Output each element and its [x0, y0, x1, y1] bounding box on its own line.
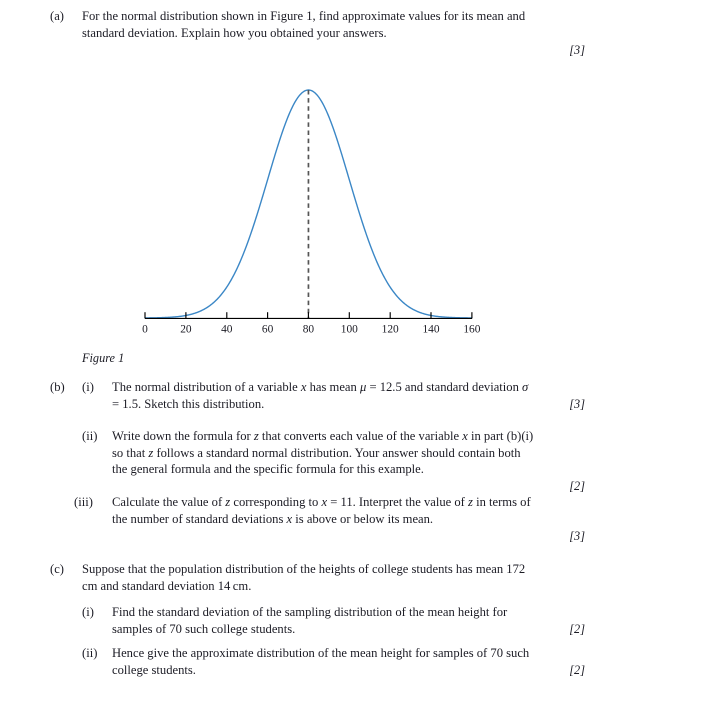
part-b-i-label: (i): [82, 380, 94, 394]
svg-text:120: 120: [381, 323, 399, 336]
question-part-b-ii: [82, 428, 535, 478]
part-a-text: For the normal distribution shown in Figure 1, find approximate values for its mean and standard deviation. Explain how you obtained your answers.: [82, 9, 526, 40]
part-b-iii-label: (iii): [74, 495, 93, 509]
part-c-ii-label: (ii): [82, 646, 98, 660]
part-b-ii-text: Write down the formula for z that converts each value of the variable x in part (b)(i) so that z follows a standard normal distribution. Your answer should contain both the general formula and the specific formula for this example.: [112, 429, 534, 477]
part-c-label: (c): [50, 562, 64, 576]
part-c-ii-text: Hence give the approximate distribution of the mean height for samples of 70 such college students.: [112, 646, 530, 677]
question-part-a: [50, 8, 535, 41]
part-b-iii-text: Calculate the value of z corresponding to x = 11. Interpret the value of z in terms of the number of standard deviations x is above or below its mean.: [112, 495, 531, 526]
part-c-ii-marks: [2]: [569, 663, 585, 677]
part-b-i-marks: [3]: [569, 397, 585, 411]
part-a-label: (a): [50, 9, 64, 23]
question-part-b-iii: [74, 494, 535, 527]
part-b-label: (b): [50, 380, 65, 394]
question-part-c-ii: [82, 645, 535, 678]
figure-caption: Figure 1: [82, 351, 125, 365]
svg-text:60: 60: [261, 323, 274, 336]
normal-distribution-chart-overlay: [0, 78, 722, 340]
part-b-ii-marks: [2]: [569, 479, 585, 493]
svg-text:140: 140: [422, 323, 440, 336]
part-b-ii-label: (ii): [82, 429, 98, 443]
part-c-i-text: Find the standard deviation of the sampling distribution of the mean height for samples of 70 such college students.: [112, 605, 508, 636]
svg-text:20: 20: [180, 323, 192, 336]
svg-text:40: 40: [221, 323, 233, 336]
part-a-marks: [3]: [569, 42, 585, 57]
part-c-i-marks: [2]: [569, 622, 585, 636]
question-part-b-i: [50, 379, 535, 412]
svg-text:80: 80: [302, 323, 315, 336]
part-b-i-text: The normal distribution of a variable x has mean μ = 12.5 and standard deviation σ = 1.5. Sketch this distribution.: [112, 380, 529, 411]
x-axis-tick-labels: [142, 324, 481, 336]
svg-text:100: 100: [340, 323, 358, 336]
question-part-c: [50, 561, 535, 594]
svg-text:0: 0: [142, 323, 148, 336]
svg-text:160: 160: [463, 323, 481, 336]
part-c-i-label: (i): [82, 605, 94, 619]
figure-1: [0, 78, 722, 340]
part-b-iii-marks: [3]: [569, 528, 585, 543]
question-part-c-i: [82, 604, 535, 637]
part-c-text: Suppose that the population distribution of the heights of college students has mean 172 cm and standard deviation 14 cm.: [82, 562, 528, 593]
